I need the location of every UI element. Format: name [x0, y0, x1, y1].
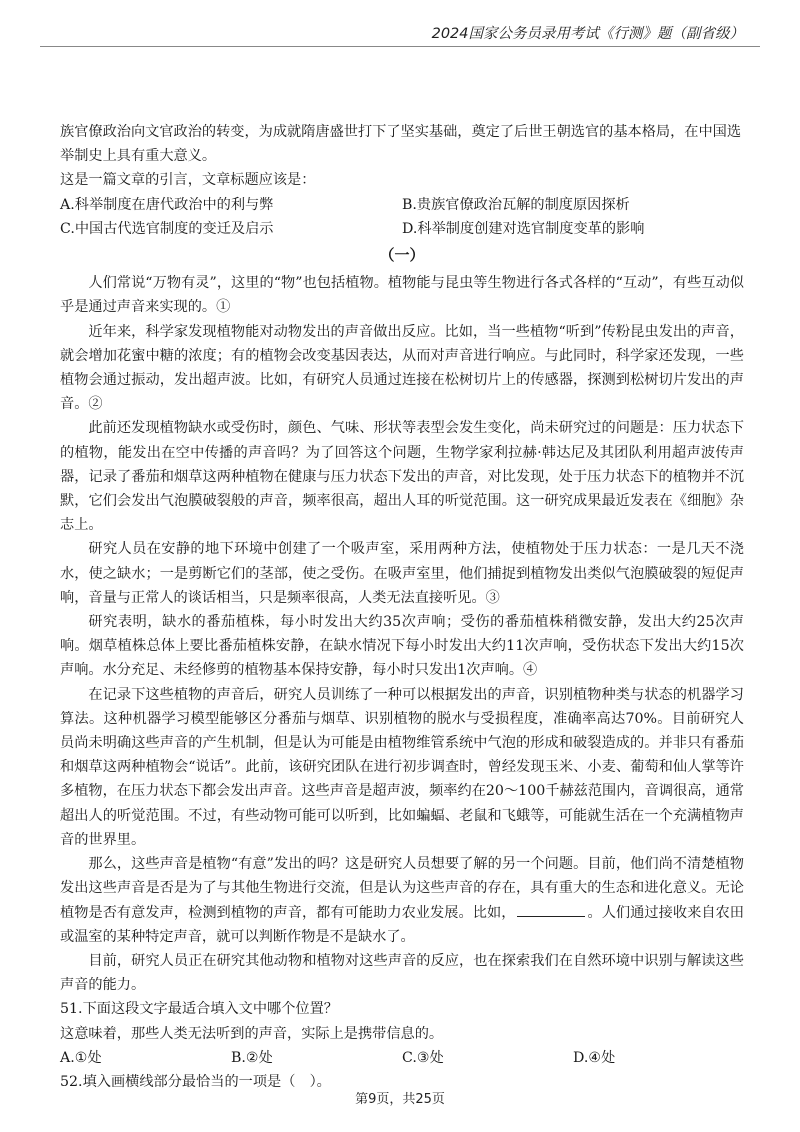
passage-paragraph-1: 人们常说“万物有灵”，这里的“物”也包括植物。植物能与昆虫等生物进行各式各样的“互动”，有些互动似乎是通过声音来实现的。①: [60, 275, 744, 316]
header-rule: [40, 46, 760, 47]
exam-title: 2024国家公务员录用考试《行测》题（副省级）: [431, 26, 744, 42]
prev-passage-tail: 族官僚政治向文官政治的转变，为成就隋唐盛世打下了坚实基础，奠定了后世王朝选官的基本格局，在中国选 举制史上具有重大意义。: [60, 124, 742, 165]
prev-question-stem: 这是一篇文章的引言，文章标题应该是：: [60, 172, 316, 189]
prev-option-c[interactable]: C.中国古代选官制度的变迁及启示: [60, 220, 274, 237]
q51-option-d[interactable]: D.④处: [573, 1049, 616, 1066]
passage-paragraph-7: 那么，这些声音是植物“有意”发出的吗？这是研究人员想要了解的另一个问题。目前，他们尚不清楚植物发出这些声音是否是为了与其他生物进行交流，但是认为这些声音的存在，具有重大的生态和进化意义。无论植物是否有意发声，检测到植物的声音，都有可能助力农业发展。比如， 。人们通过接收来自农田或温室的某种特定声音，就可以判断作物是不是缺水了。: [60, 856, 744, 945]
q51-option-b[interactable]: B.②处: [231, 1049, 273, 1066]
passage-paragraph-2: 近年来，科学家发现植物能对动物发出的声音做出反应。比如，当一些植物“听到”传粉昆虫发出的声音，就会增加花蜜中糖的浓度；有的植物会改变基因表达，从而对声音进行响应。与此同时，科学家还发现，一些植物会通过振动，发出超声波。比如，有研究人员通过连接在松树切片上的传感器，探测到松树切片发出的声音。②: [60, 323, 744, 413]
fill-blank: [517, 902, 585, 917]
question-52-stem: 52.填入画横线部分最恰当的一项是（ ）。: [60, 1073, 331, 1090]
prev-options-row-1: [60, 193, 744, 217]
prev-option-a[interactable]: A.科举制度在唐代政治中的利与弊: [60, 196, 274, 213]
page-content: [60, 120, 744, 1094]
passage-paragraph-5: 研究表明，缺水的番茄植株，每小时发出大约35次声响；受伤的番茄植株稍微安静，发出大约25次声响。烟草植株总体上要比番茄植株安静，在缺水情况下每小时发出大约11次声响，受伤状态下发出大约15次声响。水分充足、未经修剪的植物基本保持安静，每小时只发出1次声响。④: [60, 614, 744, 679]
q51-option-a[interactable]: A.①处: [60, 1049, 102, 1066]
passage-paragraph-4: 研究人员在安静的地下环境中创建了一个吸声室，采用两种方法，使植物处于压力状态：一是几天不浇水，使之缺水；一是剪断它们的茎部，使之受伤。在吸声室里，他们捕捉到植物发出类似气泡膜破裂的短促声响，音量与正常人的谈话相当，只是频率很高，人类无法直接听见。③: [60, 541, 744, 606]
prev-options-row-2: [60, 217, 744, 241]
prev-option-d[interactable]: D.科举制度创建对选官制度变革的影响: [402, 220, 645, 237]
question-51-text: 这意味着，那些人类无法听到的声音，实际上是携带信息的。: [60, 1025, 444, 1042]
question-51-stem: 51.下面这段文字最适合填入文中哪个位置？: [60, 1001, 338, 1018]
prev-option-b[interactable]: B.贵族官僚政治瓦解的制度原因探析: [402, 196, 630, 213]
passage-paragraph-8: 目前，研究人员正在研究其他动物和植物对这些声音的反应，也在探索我们在自然环境中识别与解读这些声音的能力。: [60, 952, 744, 994]
page-number: 第9页，共25页: [355, 1092, 445, 1107]
section-heading: （一）: [379, 246, 425, 265]
q51-option-c[interactable]: C.③处: [402, 1049, 444, 1066]
passage-paragraph-3: 此前还发现植物缺水或受伤时，颜色、气味、形状等表型会发生变化，尚未研究过的问题是：压力状态下的植物，能发出在空中传播的声音吗？为了回答这个问题，生物学家利拉赫·韩达尼及其团队利用超声波传声器，记录了番茄和烟草这两种植物在健康与压力状态下发出的声音，对比发现，处于压力状态下的植物并不沉默，它们会发出气泡膜破裂般的声音，频率很高，超出人耳的听觉范围。这一研究成果最近发表在《细胞》杂志上。: [60, 420, 744, 534]
passage-paragraph-6: 在记录下这些植物的声音后，研究人员训练了一种可以根据发出的声音，识别植物种类与状态的机器学习算法。这种机器学习模型能够区分番茄与烟草、识别植物的脱水与受损程度，准确率高达70%。目前研究人员尚未明确这些声音的产生机制，但是认为可能是由植物维管系统中气泡的形成和破裂造成的。并非只有番茄和烟草这两种植物会“说话”。此前，该研究团队在进行初步调查时，曾经发现玉米、小麦、葡萄和仙人掌等许多植物，在压力状态下都会发出声音。这些声音是超声波，频率约在20～100千赫兹范围内，音调很高，通常超出人的听觉范围。不过，有些动物可能可以听到，比如蝙蝠、老鼠和飞蛾等，可能就生活在一个充满植物声音的世界里。: [60, 686, 744, 848]
question-51-options: [60, 1046, 744, 1070]
page-header: [0, 22, 800, 48]
